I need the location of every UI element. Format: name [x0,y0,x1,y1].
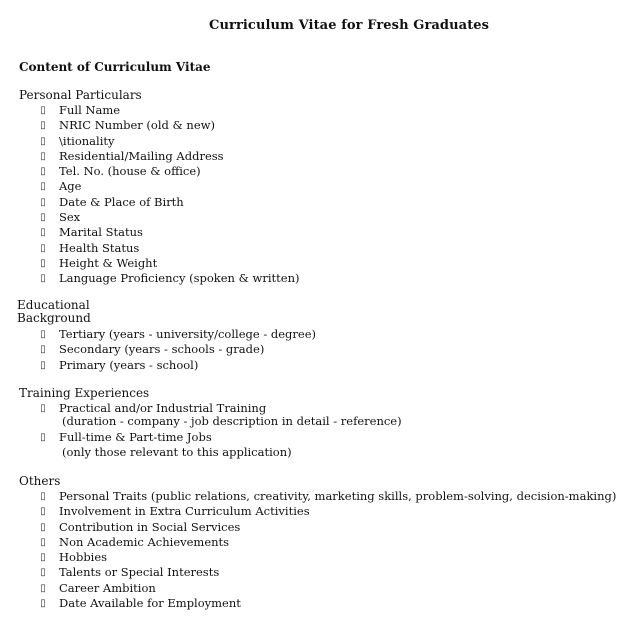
list-item-text: Primary (years - school) [59,357,199,372]
list-item-text: Contribution in Social Services [59,519,241,534]
training-experiences-heading: Training Experiences [19,386,150,400]
list-item-text: NRIC Number (old & new) [59,118,215,133]
bullet-icon: ▯ [40,181,46,193]
training-item-detail: (duration - company - job description in detail - reference) [62,414,402,428]
bullet-icon: ▯ [40,166,46,178]
content-heading: Content of Curriculum Vitae [19,60,211,74]
list-item-text: Date Available for Employment [59,596,241,611]
personal-particulars-heading: Personal Particulars [19,88,142,102]
list-item-text: Height & Weight [59,255,158,270]
bullet-icon: ▯ [40,273,46,285]
list-item-text: Tel. No. (house & office) [59,164,201,179]
bullet-icon: ▯ [40,582,46,594]
bullet-icon: ▯ [40,432,46,443]
bullet-icon: ▯ [40,359,46,371]
bullet-icon: ▯ [40,329,46,340]
educational-heading-line1: Educational [17,298,90,312]
document-title: Curriculum Vitae for Fresh Graduates [209,18,490,33]
others-heading: Others [19,474,61,488]
bullet-icon: ▯ [40,196,46,208]
list-item-text: Tertiary (years - university/college - degree) [59,327,317,341]
bullet-icon: ▯ [40,521,46,533]
list-item-text: Career Ambition [59,580,156,595]
bullet-icon: ▯ [40,552,46,564]
bullet-icon: ▯ [40,257,46,269]
list-item-text: Non Academic Achievements [59,534,230,549]
list-item-text: Secondary (years - schools - grade) [59,342,265,357]
list-item-text: Residential/Mailing Address [59,148,224,163]
bullet-icon: ▯ [40,212,46,224]
bullet-icon: ▯ [40,150,46,162]
list-item-text: Hobbies [59,550,108,565]
list-item-text: Personal Traits (public relations, creativity, marketing skills, problem-solving, decision-making) [59,489,617,503]
training-item-detail: (only those relevant to this application) [62,445,292,459]
list-item-text: Full Name [59,103,121,117]
list-item-text: Health Status [59,240,140,255]
bullet-icon: ▯ [40,344,46,356]
bullet-icon: ▯ [40,491,46,502]
bullet-icon: ▯ [40,536,46,548]
list-item-text: \itionality [59,133,115,148]
list-item-text: Involvement in Extra Curriculum Activities [59,504,310,519]
list-item-text: Age [59,179,82,194]
bullet-icon: ▯ [40,135,46,147]
list-item-text: Sex [59,210,81,225]
list-item-text: Practical and/or Industrial Training [59,401,267,415]
bullet-icon: ▯ [40,506,46,518]
bullet-icon: ▯ [40,242,46,254]
educational-heading-line2: Background [17,311,91,325]
list-item-text: Date & Place of Birth [59,194,184,209]
list-item-text: Marital Status [59,225,143,240]
bullet-icon: ▯ [40,120,46,132]
bullet-icon: ▯ [40,105,46,116]
list-item-text: Full-time & Part-time Jobs [59,430,212,444]
list-item-text: Language Proficiency (spoken & written) [59,271,300,286]
bullet-icon: ▯ [40,403,46,414]
bullet-icon: ▯ [40,227,46,239]
educational-background-heading [17,299,91,325]
bullet-icon: ▯ [40,567,46,579]
list-item-text: Talents or Special Interests [59,565,220,580]
bullet-icon: ▯ [40,598,46,610]
